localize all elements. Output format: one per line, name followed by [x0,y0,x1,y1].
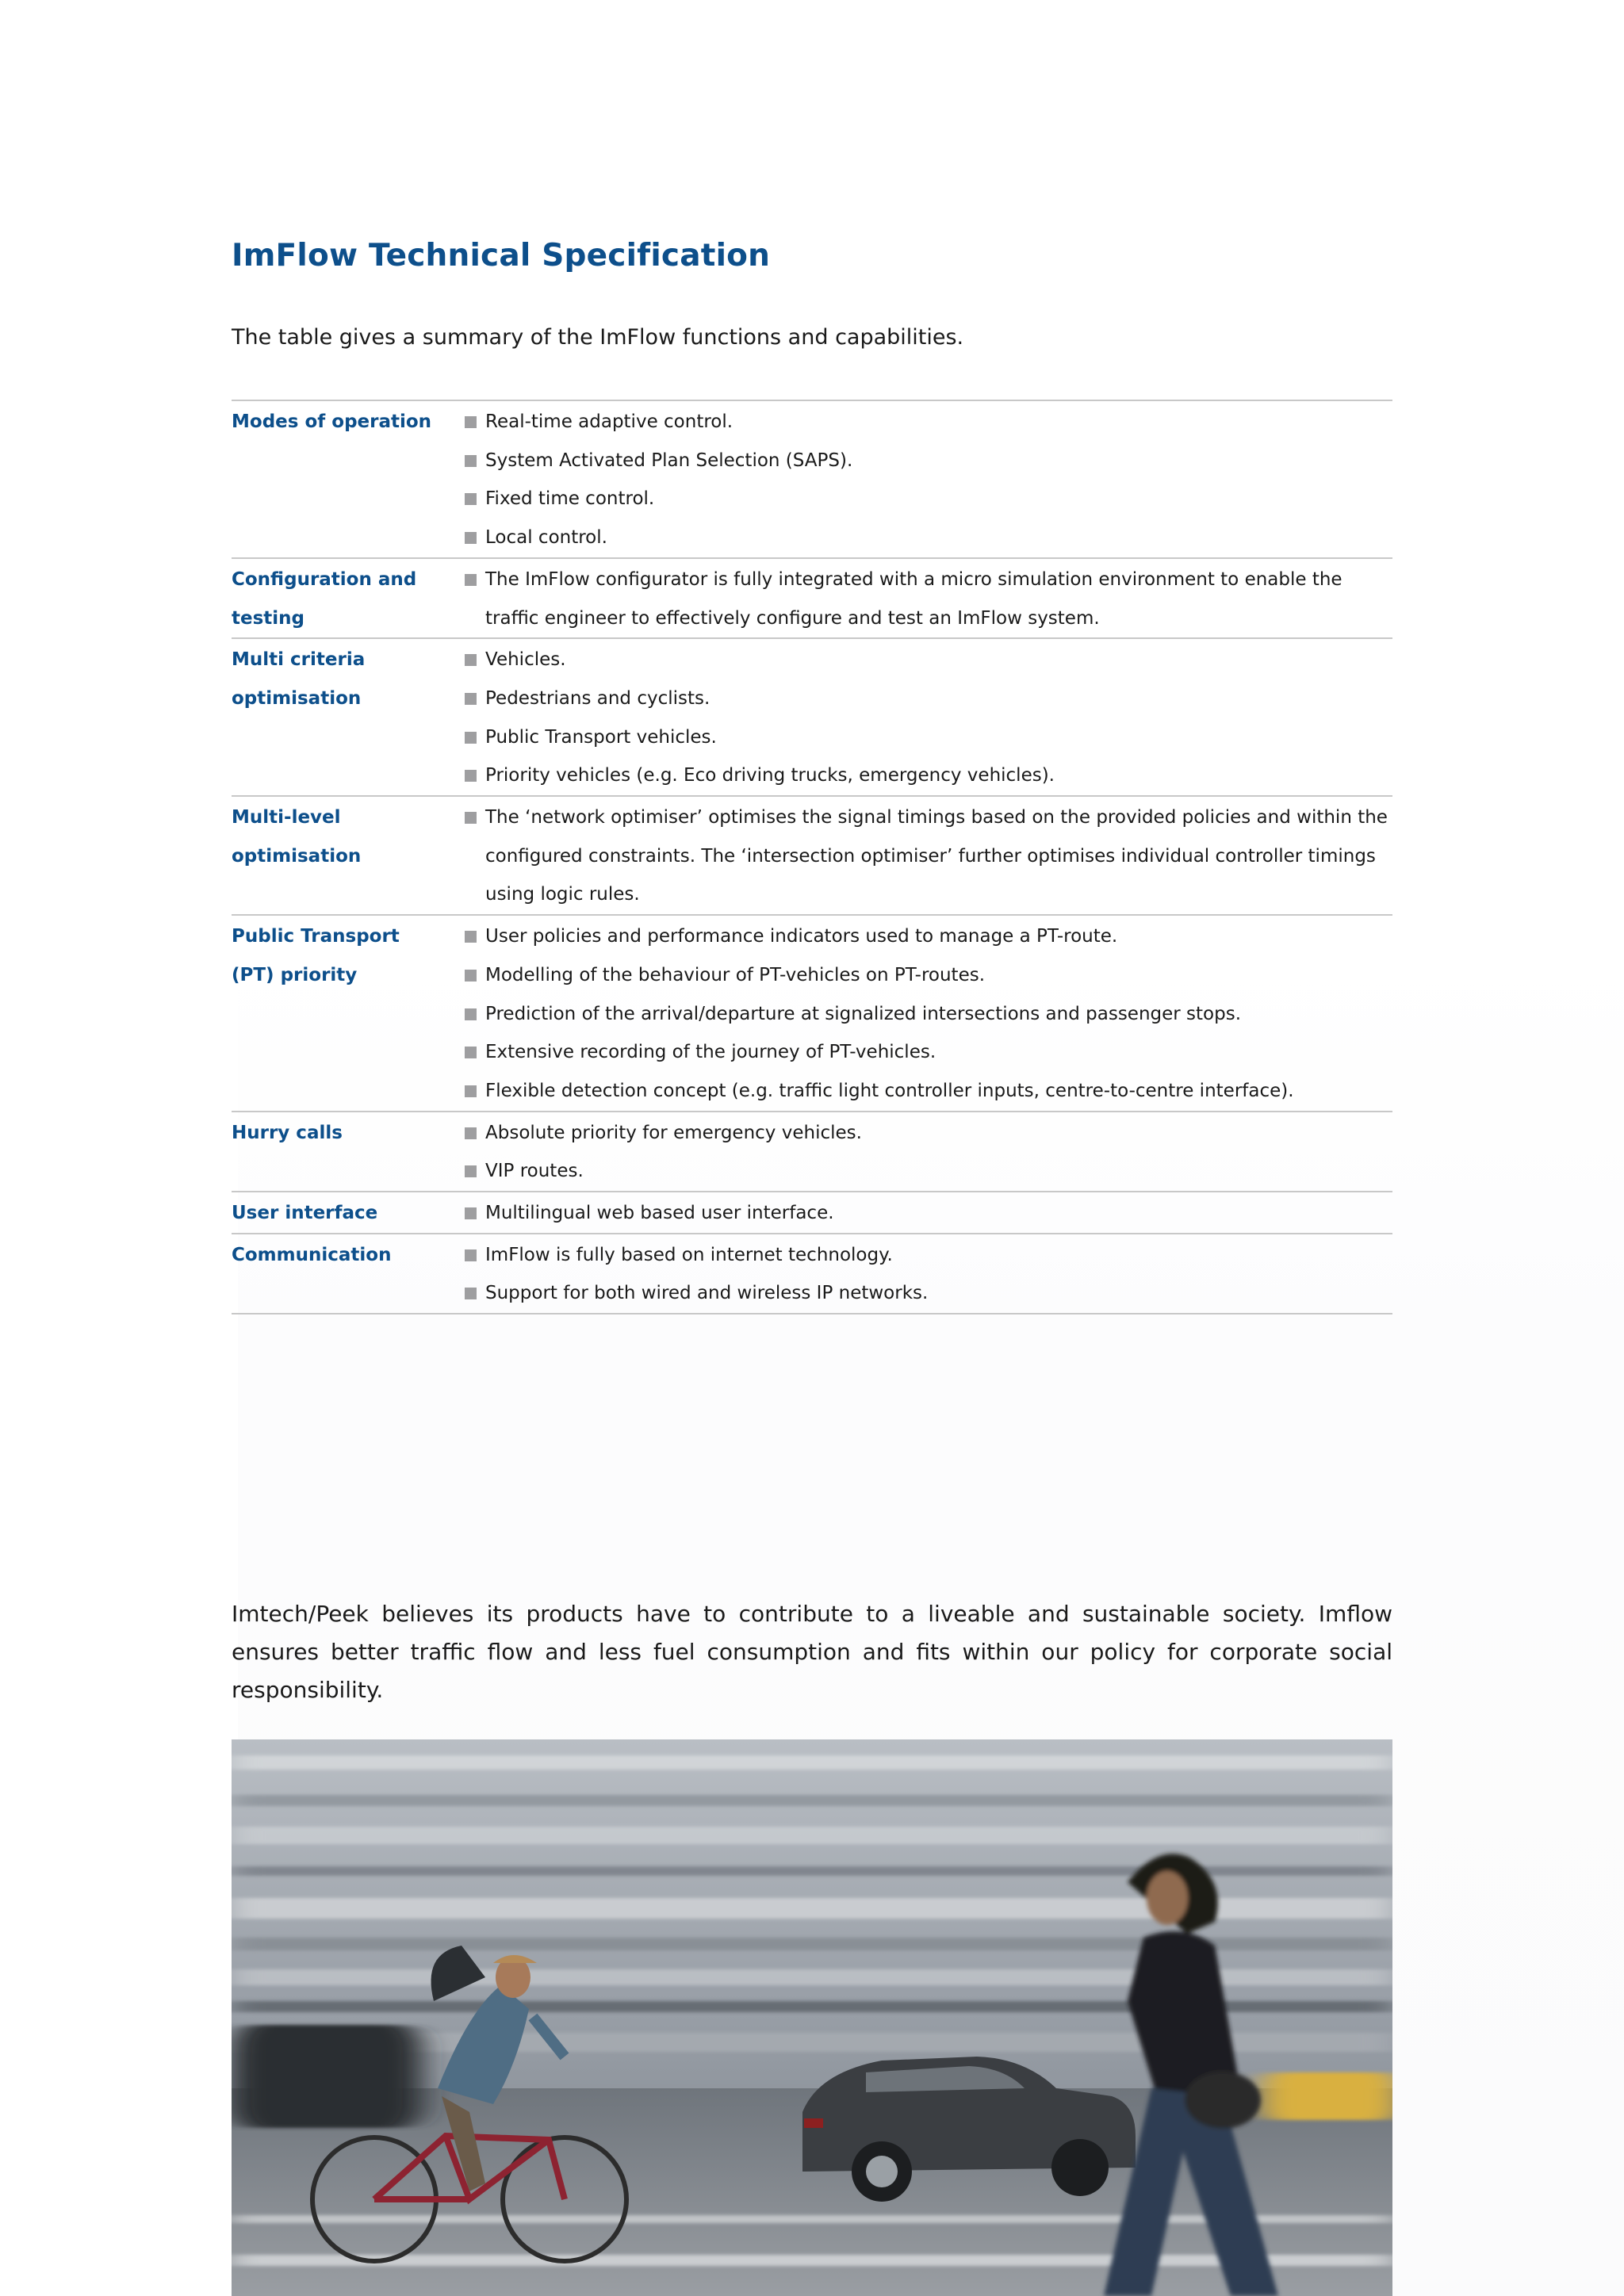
square-bullet-icon [465,1249,477,1261]
spec-item [463,1033,1392,1072]
square-bullet-icon [465,574,477,586]
spec-item-line: The ImFlow configurator is fully integrated with a micro simulation environment to enable the [485,568,1342,590]
spec-item-list [463,797,1392,914]
spec-item-line: Public Transport vehicles. [485,726,717,748]
spec-item [463,756,1392,795]
spec-item-line: Absolute priority for emergency vehicles. [485,1122,862,1143]
spec-table [232,400,1392,1314]
spec-item-list [463,639,1392,795]
square-bullet-icon [465,654,477,666]
square-bullet-icon [465,1165,477,1177]
spec-item [463,641,1392,679]
spec-item [463,519,1392,557]
spec-row [232,401,1392,559]
square-bullet-icon [465,1008,477,1020]
street-photo [232,1739,1392,2296]
spec-label-line: Multi criteria [232,649,366,671]
spec-label-line: (PT) priority [232,964,358,985]
square-bullet-icon [465,493,477,505]
spec-item-line: Multilingual web based user interface. [485,1203,834,1224]
spec-label-line: optimisation [232,687,362,709]
spec-label-line: Configuration and [232,568,417,590]
spec-item-list [463,401,1392,557]
square-bullet-icon [465,532,477,544]
square-bullet-icon [465,1207,477,1219]
spec-item [463,480,1392,519]
spec-item-line: using logic rules. [485,884,640,905]
spec-item-line: ImFlow is fully based on internet technology. [485,1244,893,1265]
square-bullet-icon [465,416,477,428]
spec-item [463,956,1392,995]
spec-item [463,718,1392,757]
closing-paragraph: Imtech/Peek believes its products have to contribute to a liveable and sustainable society. Imflow ensures better traffic flow and less fuel consumption and fits within our policy for corporate social responsibility. [232,1601,1392,1703]
spec-item [463,1274,1392,1313]
spec-item-line: The ‘network optimiser’ optimises the signal timings based on the provided policies and within the [485,807,1388,828]
spec-item-list [463,916,1392,1111]
spec-item-line: Modelling of the behaviour of PT-vehicles on PT-routes. [485,964,986,985]
spec-item [463,561,1392,637]
spec-row [232,797,1392,916]
spec-item-list [463,1192,1392,1233]
spec-item [463,442,1392,480]
spec-label-line: User interface [232,1203,378,1224]
spec-row-label [232,559,463,637]
spec-row-label [232,797,463,914]
spec-item-line: System Activated Plan Selection (SAPS). [485,450,853,471]
spec-row-label [232,639,463,795]
spec-item-line: Fixed time control. [485,488,655,510]
spec-item-line: configured constraints. The ‘intersection optimiser’ further optimises individual controller timings [485,845,1376,867]
spec-item [463,917,1392,956]
spec-item-line: VIP routes. [485,1161,584,1182]
spec-item-list [463,559,1392,637]
spec-label-line: Modes of operation [232,411,432,432]
intro-text: The table gives a summary of the ImFlow functions and capabilities. [232,325,964,350]
spec-item-list [463,1234,1392,1313]
square-bullet-icon [465,1127,477,1139]
spec-item-line: Priority vehicles (e.g. Eco driving trucks, emergency vehicles). [485,765,1055,786]
square-bullet-icon [465,931,477,943]
spec-item-line: traffic engineer to effectively configure and test an ImFlow system. [485,607,1100,629]
spec-item-line: Local control. [485,527,607,549]
spec-label-line: Hurry calls [232,1122,343,1143]
square-bullet-icon [465,455,477,467]
spec-item-line: User policies and performance indicators used to manage a PT-route. [485,926,1118,947]
spec-row [232,916,1392,1112]
spec-row-label [232,1112,463,1191]
spec-item [463,403,1392,442]
spec-item-line: Real-time adaptive control. [485,411,733,432]
square-bullet-icon [465,1085,477,1097]
spec-item [463,679,1392,718]
spec-item [463,995,1392,1034]
spec-row-label [232,1234,463,1313]
spec-row-label [232,916,463,1111]
square-bullet-icon [465,1288,477,1299]
spec-row-label [232,1192,463,1233]
square-bullet-icon [465,732,477,744]
spec-item [463,1194,1392,1233]
spec-item [463,1236,1392,1275]
spec-row [232,559,1392,639]
square-bullet-icon [465,693,477,705]
spec-label-line: Public Transport [232,926,400,947]
spec-item-list [463,1112,1392,1191]
spec-item-line: Support for both wired and wireless IP networks. [485,1283,929,1304]
street-scene-illustration [232,1739,1392,2296]
spec-item-line: Flexible detection concept (e.g. traffic light controller inputs, centre-to-centre interface). [485,1080,1294,1101]
spec-row [232,1112,1392,1192]
square-bullet-icon [465,970,477,982]
spec-row [232,1234,1392,1314]
spec-row [232,1192,1392,1234]
spec-label-line: optimisation [232,845,362,867]
square-bullet-icon [465,770,477,782]
square-bullet-icon [465,1047,477,1058]
spec-item-line: Extensive recording of the journey of PT-vehicles. [485,1042,936,1063]
spec-label-line: testing [232,607,304,629]
spec-item-line: Prediction of the arrival/departure at signalized intersections and passenger stops. [485,1003,1242,1024]
spec-row [232,639,1392,797]
spec-item-line: Vehicles. [485,649,566,671]
spec-row-label [232,401,463,557]
page-title: ImFlow Technical Specification [232,238,771,274]
square-bullet-icon [465,812,477,824]
spec-item [463,1114,1392,1153]
spec-label-line: Communication [232,1244,392,1265]
spec-label-line: Multi-level [232,807,341,828]
spec-item [463,798,1392,914]
spec-item-line: Pedestrians and cyclists. [485,687,710,709]
spec-item [463,1152,1392,1191]
spec-item [463,1072,1392,1111]
